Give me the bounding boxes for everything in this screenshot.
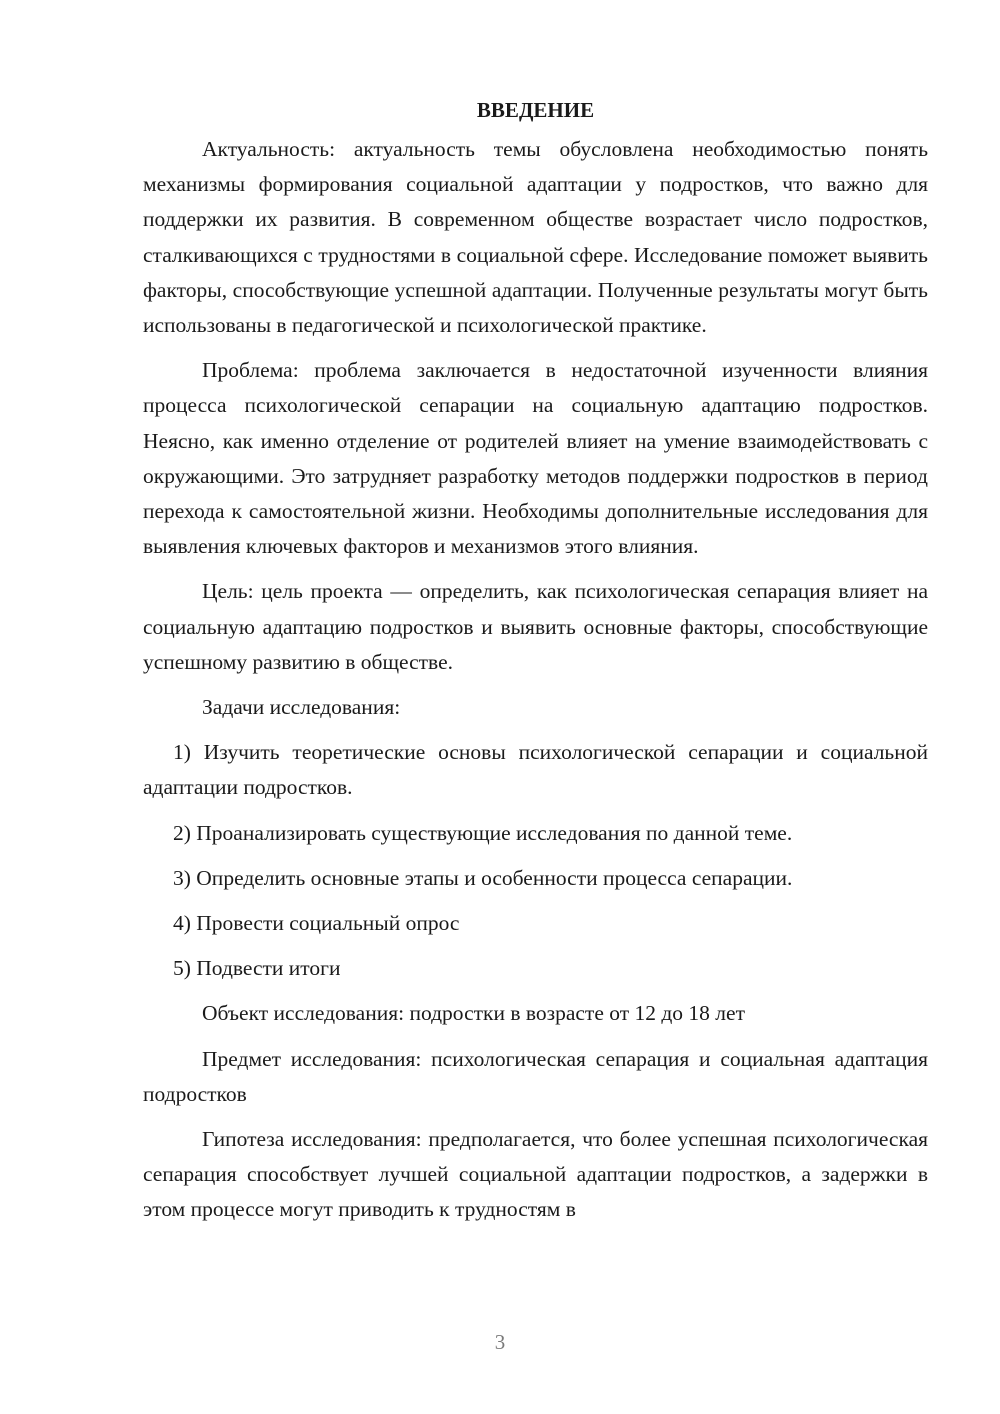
paragraph-object: Объект исследования: подростки в возрасте от 12 до 18 лет [202,1001,745,1026]
paragraph-hypothesis: Гипотеза исследования: предполагается, что более успешная психологическая сепарация способствует лучшей социальной адаптации подростков, а задержки в этом процессе могут приводить к трудностям в [143,1127,928,1222]
paragraph-goal: Цель: цель проекта — определить, как психологическая сепарация влияет на социальную адаптацию подростков и выявить основные факторы, способствующие успешному развитию в обществе. [143,579,928,674]
paragraph-problem: Проблема: проблема заключается в недостаточной изученности влияния процесса психологической сепарации на социальную адаптацию подростков. Неясно, как именно отделение от родителей влияет на умение взаимодействовать с окружающими. Это затрудняет разработку методов поддержки подростков в период перехода к самостоятельной жизни. Необходимы дополнительные исследования для выявления ключевых факторов и механизмов этого влияния. [143,358,928,559]
tasks-title: Задачи исследования: [202,695,401,720]
task-item-1: 1) Изучить теоретические основы психологической сепарации и социальной адаптации подростков. [143,740,928,800]
task-item-3: 3) Определить основные этапы и особенности процесса сепарации. [173,865,793,890]
document-page [143,92,928,1238]
paragraph-subject: Предмет исследования: психологическая сепарация и социальная адаптация подростков [143,1046,928,1106]
paragraph-relevance: Актуальность: актуальность темы обусловлена необходимостью понять механизмы формирования социальной адаптации у подростков, что важно для поддержки их развития. В современном обществе возрастает число подростков, сталкивающихся с трудностями в социальной сфере. Исследование поможет выявить факторы, способствующие успешной адаптации. Полученные результаты могут быть использованы в педагогической и психологической практике. [143,137,928,338]
page-number: 3 [494,1330,506,1354]
task-item-5: 5) Подвести итоги [173,956,341,981]
task-item-4: 4) Провести социальный опрос [173,911,460,936]
task-item-2: 2) Проанализировать существующие исследования по данной теме. [173,820,793,845]
section-heading: ВВЕДЕНИЕ [476,98,595,122]
